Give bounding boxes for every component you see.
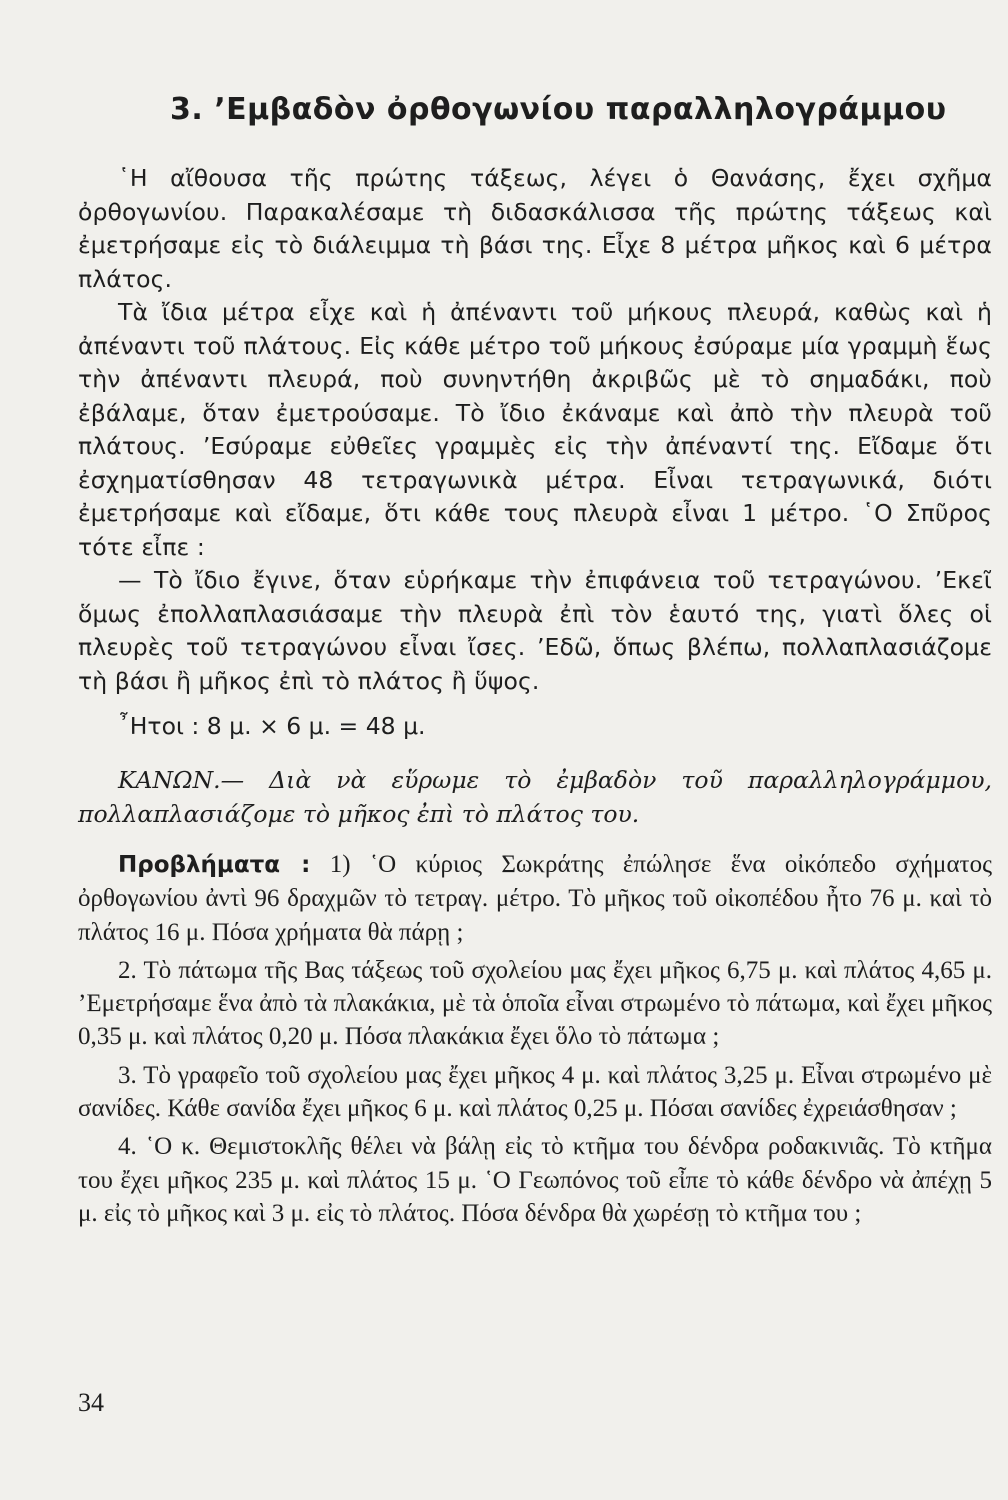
paragraph: Τὰ ἴδια μέτρα εἶχε καὶ ἡ ἀπέναντι τοῦ μήκους πλευρά, καθὼς καὶ ἡ ἀπέναντι τοῦ πλάτους. Εἰς κάθε μέτρο τοῦ μήκους ἐσύραμε μία γραμμὴ ἕως τὴν ἀπέναντι πλευρά, ποὺ συνηντήθη ἀκριβῶς μὲ τὸ σημαδάκι, ποὺ ἐβάλαμε, ὅταν ἐμετρούσαμε. Τὸ ἴδιο ἐκάναμε καὶ ἀπὸ τὴν πλευρὰ τοῦ πλάτους. ’Εσύραμε εὐθεῖες γραμμὲς εἰς τὴν ἀπέναντί της. Εἴδαμε ὅτι ἐσχηματίσθησαν 48 τετραγωνικὰ μέτρα. Εἶναι τετραγωνικά, διότι ἐμετρήσαμε καὶ εἴδαμε, ὅτι κάθε τους πλευρὰ εἶναι 1 μέτρο. ῾Ο Σπῦρος τότε εἶπε : (78, 298, 992, 561)
problem-item: 4. ῾Ο κ. Θεμιστοκλῆς θέλει νὰ βάλῃ εἰς τὸ κτῆμα του δένδρα ροδακινιᾶς. Τὸ κτῆμα του ἔχει μῆκος 235 μ. καὶ πλάτος 15 μ. ῾Ο Γεωπόνος τοῦ εἶπε τὸ κάθε δένδρο νὰ ἀπέχῃ 5 μ. εἰς τὸ μῆκος καὶ 3 μ. εἰς τὸ πλάτος. Πόσα δένδρα θὰ χωρέσῃ τὸ κτῆμα του ; (78, 1133, 992, 1227)
problems-label: Προβλήματα : (118, 852, 311, 878)
problem-item (78, 848, 992, 949)
problem-item: 3. Τὸ γραφεῖο τοῦ σχολείου μας ἔχει μῆκος 4 μ. καὶ πλάτος 3,25 μ. Εἶναι στρωμένο μὲ σανίδες. Κάθε σανίδα ἔχει μῆκος 6 μ. καὶ πλάτος 0,25 μ. Πόσαι σανίδες ἐχρειάσθησαν ; (78, 1061, 992, 1123)
equation: ῏Ητοι : 8 μ. × 6 μ. = 48 μ. (118, 712, 426, 740)
problems-section (78, 848, 992, 1235)
paragraph: ῾Η αἴθουσα τῆς πρώτης τάξεως, λέγει ὁ Θανάσης, ἔχει σχῆμα ὀρθογωνίου. Παρακαλέσαμε τὴ διδασκάλισσα τῆς πρώτης τάξεως καὶ ἐμετρήσαμε εἰς τὸ διάλειμμα τὴ βάσι της. Εἶχε 8 μέτρα μῆκος καὶ 6 μέτρα πλάτος. (78, 164, 992, 293)
page-number: 34 (78, 1388, 104, 1417)
rule-statement: ΚΑΝΩΝ.— Διὰ νὰ εὕρωμε τὸ ἐμβαδὸν τοῦ παραλληλογράμμου, πολλαπλασιάζομε τὸ μῆκος ἐπὶ τὸ πλάτος του. (78, 766, 992, 828)
body-text (78, 162, 992, 698)
section-heading: 3. ’Εμβαδὸν ὀρθογωνίου παραλληλογράμμου (170, 92, 947, 127)
problem-item: 2. Τὸ πάτωμα τῆς Βας τάξεως τοῦ σχολείου μας ἔχει μῆκος 6,75 μ. καὶ πλάτος 4,65 μ. ’Εμετρήσαμε ἕνα ἀπὸ τὰ πλακάκια, μὲ τὰ ὁποῖα εἶναι στρωμένο τὸ πάτωμα, καὶ ἔχει μῆκος 0,35 μ. καὶ πλάτος 0,20 μ. Πόσα πλακάκια ἔχει ὅλο τὸ πάτωμα ; (78, 956, 992, 1051)
paragraph: — Τὸ ἴδιο ἔγινε, ὅταν εὑρήκαμε τὴν ἐπιφάνεια τοῦ τετραγώνου. ’Εκεῖ ὅμως ἐπολλαπλασιάσαμε τὴν πλευρὰ ἐπὶ τὸν ἑαυτό της, γιατὶ ὅλες οἱ πλευρὲς τοῦ τετραγώνου εἶναι ἴσες. ’Εδῶ, ὅπως βλέπω, πολλαπλασιάζομε τὴ βάσι ἢ μῆκος ἐπὶ τὸ πλάτος ἢ ὕψος. (78, 566, 992, 695)
problem-text: 1) ῾Ο κύριος Σωκράτης ἐπώλησε ἕνα οἰκόπεδο σχήματος ὀρθογωνίου ἀντὶ 96 δραχμῶν τὸ τετραγ. μέτρο. Τὸ μῆκος τοῦ οἰκοπέδου ἦτο 76 μ. καὶ τὸ πλάτος 16 μ. Πόσα χρήματα θὰ πάρῃ ; (78, 851, 992, 946)
